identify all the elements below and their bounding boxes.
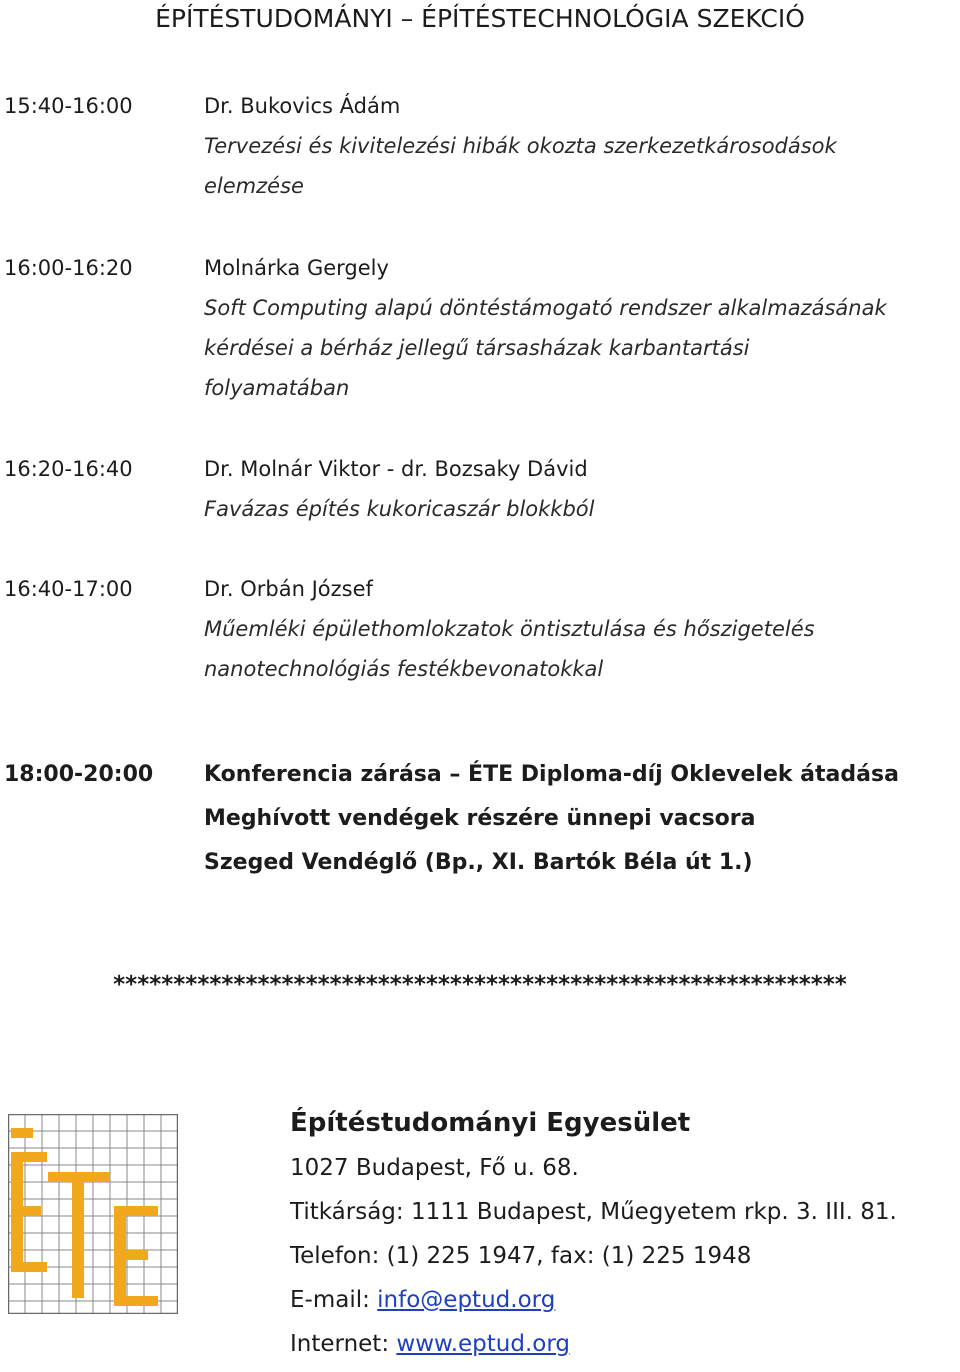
closing-line: Szeged Vendéglő (Bp., XI. Bartók Béla út 1.) [204,850,753,875]
slot-talk-line: Műemléki épülethomlokzatok öntisztulása és hőszigetelés [204,617,815,641]
org-phone: Telefon: (1) 225 1947, fax: (1) 225 1948 [290,1243,752,1269]
org-email-row [290,1278,960,1322]
logo-letter-block [114,1296,158,1306]
org-secretariat: Titkárság: 1111 Budapest, Műegyetem rkp. 3. III. 81. [290,1199,897,1225]
organization-contact [290,1100,960,1366]
slot-body [204,569,960,689]
logo-letter-block [11,1262,47,1272]
org-address: 1027 Budapest, Fő u. 68. [290,1155,579,1181]
slot-talk-line: kérdései a bérház jellegű társasházak karbantartási [204,336,750,360]
slot-body [204,86,960,206]
ete-logo [8,1114,178,1314]
slot-talk-line: Soft Computing alapú döntéstámogató rendszer alkalmazásának [204,296,887,320]
slot-time: 15:40-16:00 [4,94,133,118]
slot-talk-line: elemzése [204,174,304,198]
org-email-link[interactable]: info@eptud.org [377,1287,556,1313]
section-title: ÉPÍTÉSTUDOMÁNYI – ÉPÍTÉSTECHNOLÓGIA SZEKCIÓ [155,4,805,33]
org-web-label: Internet: [290,1331,397,1357]
slot-speaker: Dr. Orbán József [204,577,373,601]
slot-talk-line: Favázas építés kukoricaszár blokkból [204,497,595,521]
slot-speaker: Molnárka Gergely [204,256,389,280]
slot-talk-line: Tervezési és kivitelezési hibák okozta szerkezetkárosodások [204,134,837,158]
slot-body [204,248,960,408]
logo-letter-block [11,1206,41,1216]
closing-time: 18:00-20:00 [4,762,154,787]
closing-line: Konferencia zárása – ÉTE Diploma-díj Oklevelek átadása [204,762,899,787]
slot-time: 16:20-16:40 [4,457,133,481]
slot-speaker: Dr. Bukovics Ádám [204,94,401,118]
org-web-row [290,1322,960,1366]
slot-talk-line: folyamatában [204,376,350,400]
closing-body [204,753,960,885]
logo-letter-block [114,1250,148,1260]
org-web-link[interactable]: www.eptud.org [396,1331,571,1357]
slot-time: 16:00-16:20 [4,256,133,280]
separator-stars: ************************************************************* [113,972,847,998]
slot-time: 16:40-17:00 [4,577,133,601]
logo-letter-block [11,1128,33,1138]
slot-speaker: Dr. Molnár Viktor - dr. Bozsaky Dávid [204,457,588,481]
org-email-label: E-mail: [290,1287,378,1313]
slot-talk-line: nanotechnológiás festékbevonatokkal [204,657,604,681]
logo-letter-block [72,1172,84,1298]
closing-line: Meghívott vendégek részére ünnepi vacsora [204,806,756,831]
slot-body [204,449,960,529]
org-name: Építéstudományi Egyesület [290,1108,691,1138]
